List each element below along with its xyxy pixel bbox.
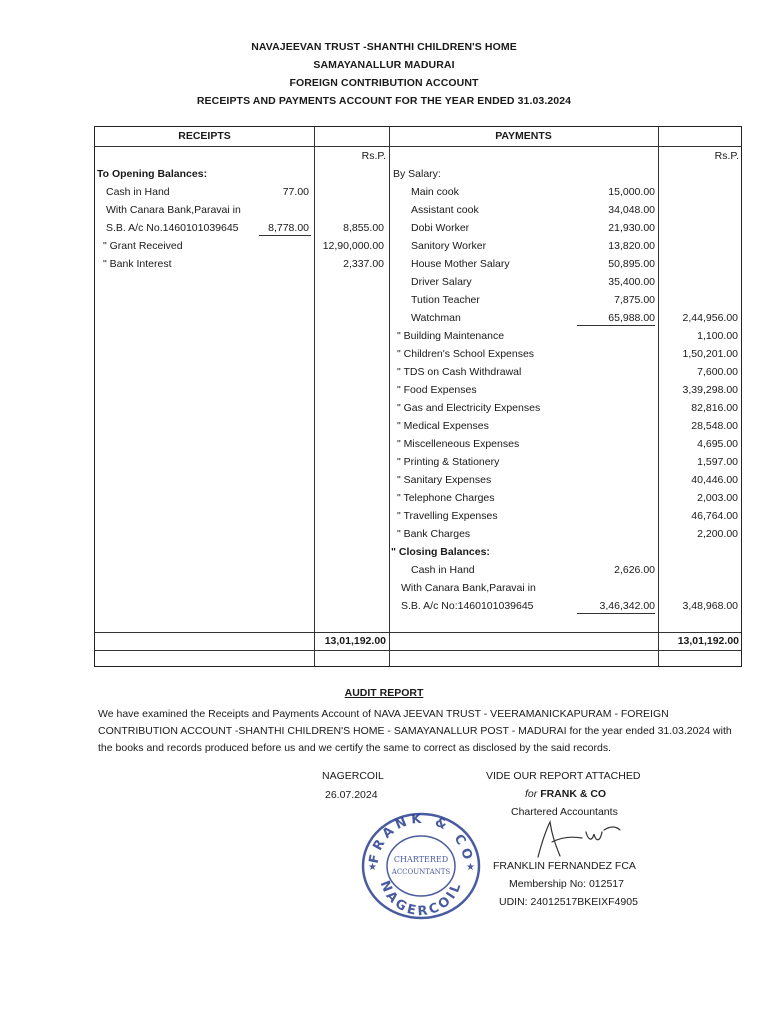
org-title: NAVAJEEVAN TRUST -SHANTHI CHILDREN'S HOME [251,41,517,53]
salary-heading: By Salary: [393,168,441,180]
closing-cash-label: Cash in Hand [411,564,475,576]
firm-seal-image [356,808,486,923]
expense-item-amount: 3,39,298.00 [682,384,738,396]
seal-middle-line2: ACCOUNTANTS [391,868,451,876]
salary-item-label: House Mother Salary [411,258,510,270]
firm-name: FRANK & CO [540,788,607,800]
expense-item-amount: 40,446.00 [691,474,738,486]
signature-image [530,812,630,862]
salary-item-amount: 7,875.00 [614,294,655,306]
seal-middle-line1: CHARTERED [393,855,449,864]
salary-item-label: Tution Teacher [411,294,480,306]
expense-item-label: " Building Maintenance [397,330,505,342]
firm-designation: Chartered Accountants [511,806,618,818]
salary-item-label: Driver Salary [411,276,472,288]
expense-item-amount: 4,695.00 [697,438,738,450]
grant-received-label: " Grant Received [103,240,183,252]
audit-report-title: AUDIT REPORT [344,687,424,699]
receipts-payments-table [94,126,742,667]
expense-item-label: " Bank Charges [397,528,471,540]
subtotal-underline [259,235,311,236]
closing-underline [577,613,655,614]
seal-bottom-text: NAGERCOIL [376,878,466,920]
expense-item-label: " Miscelleneous Expenses [397,438,520,450]
expense-item-label: " Telephone Charges [397,492,495,504]
salary-item-label: Watchman [411,312,461,324]
salary-item-amount: 13,820.00 [608,240,655,252]
expense-item-label: " Sanitary Expenses [397,474,492,486]
expense-item-label: " Children's School Expenses [397,348,535,360]
receipt-bank-amount: 8,778.00 [268,222,309,234]
salary-item-label: Sanitory Worker [411,240,487,252]
salary-total: 2,44,956.00 [682,312,738,324]
expense-item-amount: 1,100.00 [697,330,738,342]
expense-item-label: " Printing & Stationery [397,456,500,468]
salary-item-amount: 50,895.00 [608,258,655,270]
closing-balances-heading: " Closing Balances: [391,546,490,558]
receipt-bank-label: With Canara Bank,Paravai in [106,204,241,216]
expense-item-amount: 1,50,201.00 [682,348,738,360]
opening-balance-total: 8,855.00 [343,222,384,234]
account-name: FOREIGN CONTRIBUTION ACCOUNT [289,77,479,89]
salary-item-amount: 35,400.00 [608,276,655,288]
udin-number: UDIN: 24012517BKEIXF4905 [499,896,638,908]
expense-item-label: " Food Expenses [397,384,477,396]
partner-name: FRANKLIN FERNANDEZ FCA [493,860,636,872]
header-rule [95,146,741,147]
total-rule [95,650,741,651]
seal-star-icon: ★ [466,862,475,873]
expense-item-amount: 7,600.00 [697,366,738,378]
opening-balances-heading: To Opening Balances: [97,168,208,180]
column-divider [314,127,315,666]
currency-label-payments: Rs.P. [714,150,739,162]
expense-item-amount: 2,200.00 [697,528,738,540]
payments-heading: PAYMENTS [495,130,552,142]
firm-line [525,788,606,800]
payments-grand-total: 13,01,192.00 [677,635,739,647]
closing-bank-account: S.B. A/c No:1460101039645 [401,600,534,612]
expense-item-label: " Gas and Electricity Expenses [397,402,541,414]
salary-item-amount: 15,000.00 [608,186,655,198]
bank-interest-label: " Bank Interest [103,258,172,270]
audit-report-body: We have examined the Receipts and Payments Account of NAVA JEEVAN TRUST - VEERAMANICKAPURAM - FOREIGN CONTRIBUTION ACCOUNT -SHANTHI CHILDREN'S HOME - SAMAYANALLUR POST - MADURAI for the year ended 31.03.2024 with the books and records produced before us and we certify the same to correct as disclosed by the said records. [98,708,732,754]
salary-item-amount: 34,048.00 [608,204,655,216]
total-rule [95,632,741,633]
report-reference: VIDE OUR REPORT ATTACHED [486,770,641,782]
salary-underline [577,325,655,326]
receipts-heading: RECEIPTS [178,130,231,142]
currency-label-receipts: Rs.P. [361,150,386,162]
seal-star-icon: ★ [368,862,377,873]
statement-title: RECEIPTS AND PAYMENTS ACCOUNT FOR THE YEAR ENDED 31.03.2024 [196,95,572,107]
salary-item-label: Assistant cook [411,204,479,216]
closing-bank-amount: 3,46,342.00 [599,600,655,612]
salary-item-amount: 65,988.00 [608,312,655,324]
receipt-bank-account: S.B. A/c No.1460101039645 [106,222,239,234]
grant-received-amount: 12,90,000.00 [322,240,384,252]
closing-bank-label: With Canara Bank,Paravai in [401,582,536,594]
expense-item-amount: 82,816.00 [691,402,738,414]
closing-balance-total: 3,48,968.00 [682,600,738,612]
expense-item-label: " Medical Expenses [397,420,489,432]
receipt-cash-label: Cash in Hand [106,186,170,198]
expense-item-amount: 28,548.00 [691,420,738,432]
seal-top-text: FRANK & CO [366,811,476,865]
expense-item-amount: 46,764.00 [691,510,738,522]
membership-number: Membership No: 012517 [509,878,624,890]
expense-item-label: " Travelling Expenses [397,510,498,522]
receipt-cash-amount: 77.00 [282,186,309,198]
expense-item-amount: 2,003.00 [697,492,738,504]
audit-place: NAGERCOIL [322,770,384,782]
column-divider [389,127,390,666]
salary-item-label: Dobi Worker [411,222,470,234]
svg-text:NAGERCOIL [377,879,466,920]
expense-item-label: " TDS on Cash Withdrawal [397,366,522,378]
for-prefix: for [525,788,538,800]
salary-item-label: Main cook [411,186,459,198]
closing-cash-amount: 2,626.00 [614,564,655,576]
expense-item-amount: 1,597.00 [697,456,738,468]
org-location: SAMAYANALLUR MADURAI [313,59,455,71]
receipts-grand-total: 13,01,192.00 [324,635,386,647]
salary-item-amount: 21,930.00 [608,222,655,234]
audit-date: 26.07.2024 [325,789,378,801]
bank-interest-amount: 2,337.00 [343,258,384,270]
